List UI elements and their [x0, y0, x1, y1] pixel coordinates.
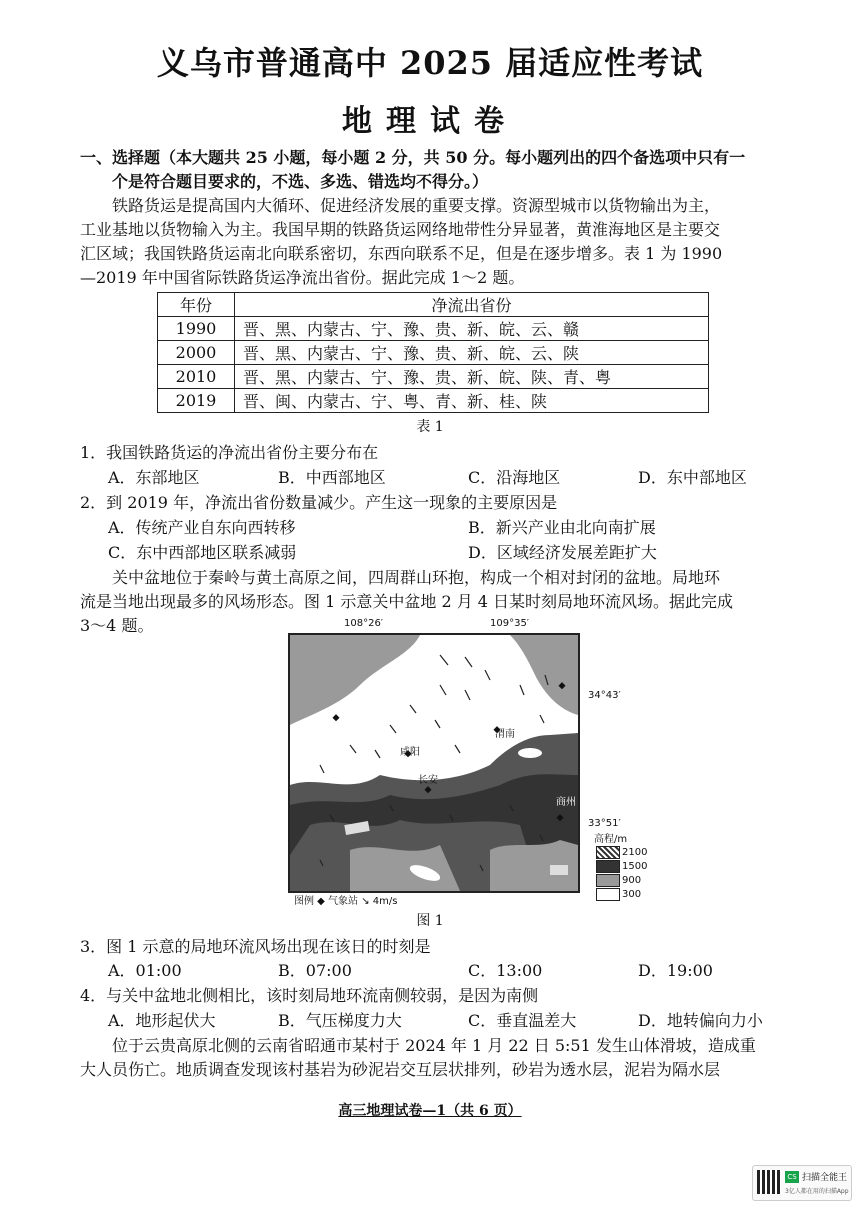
- question-3-stem: 3．图 1 示意的局地环流风场出现在该日的时刻是: [80, 937, 431, 956]
- scanner-tagline: 3亿人都在用的扫描App: [785, 1188, 849, 1195]
- place-xianyang: 咸阳: [400, 747, 420, 758]
- table-cell-year: 2010: [158, 365, 235, 389]
- question-1-stem: 1．我国铁路货运的净流出省份主要分布在: [80, 443, 379, 462]
- table-header-year: 年份: [158, 293, 235, 317]
- table-cell-year: 1990: [158, 317, 235, 341]
- page-footer: 高三地理试卷—1（共 6 页）: [338, 1103, 522, 1119]
- passage-1: [80, 194, 780, 290]
- passage-line: 关中盆地位于秦岭与黄土高原之间，四周群山环抱，构成一个相对封闭的盆地。局地环: [112, 568, 721, 587]
- q2-option-b[interactable]: B．新兴产业由北向南扩展: [468, 518, 656, 537]
- passage-line: 流是当地出现最多的风场形态。图 1 示意关中盆地 2 月 4 日某时刻局地环流风场。据此完成: [80, 592, 734, 611]
- legend-title: 高程/m: [594, 834, 628, 845]
- table-row: [158, 389, 709, 413]
- table-row: [158, 317, 709, 341]
- q1-option-b[interactable]: B．中西部地区: [278, 468, 386, 487]
- table-cell-year: 2000: [158, 341, 235, 365]
- legend-value: 900: [622, 875, 642, 886]
- map-legend-text: 图例 ◆ 气象站 ↘ 4m/s: [294, 896, 398, 907]
- table-caption: 表 1: [416, 419, 444, 435]
- exam-title: 义乌市普通高中 2025 届适应性考试: [156, 44, 704, 82]
- place-weinan: 渭南: [495, 729, 515, 740]
- table-cell-year: 2019: [158, 389, 235, 413]
- passage-line: 铁路货运是提高国内大循环、促进经济发展的重要支撑。资源型城市以货物输出为主，: [112, 196, 721, 215]
- passage-line: 工业基地以货物输入为主。我国早期的铁路货运网络地带性分异显著，黄淮海地区是主要交: [80, 220, 721, 239]
- passage-line: 汇区域；我国铁路货运南北向联系密切，东西向联系不足，但是在逐步增多。表 1 为 1990: [80, 244, 723, 263]
- q1-option-a[interactable]: A．东部地区: [108, 468, 200, 487]
- passage-line: —2019 年中国省际铁路货运净流出省份。据此完成 1～2 题。: [80, 268, 525, 287]
- table-header-provinces: 净流出省份: [235, 293, 709, 317]
- map-latitude-1: 34°43′: [588, 690, 621, 701]
- scanner-watermark: [752, 1165, 852, 1201]
- section-heading-line2: 个是符合题目要求的，不选、多选、错选均不得分。）: [112, 172, 489, 191]
- table-row: [158, 341, 709, 365]
- basin-wind-map: [288, 633, 580, 893]
- question-2-stem: 2．到 2019 年，净流出省份数量减少。产生这一现象的主要原因是: [80, 493, 558, 512]
- scanner-brand: 扫描全能王: [802, 1173, 848, 1183]
- figure-caption: 图 1: [416, 913, 444, 929]
- q4-option-b[interactable]: B．气压梯度力大: [278, 1011, 402, 1030]
- legend-value: 1500: [622, 861, 648, 872]
- passage-line: 位于云贵高原北侧的云南省昭通市某村于 2024 年 1 月 22 日 5:51 发生山体滑坡，造成重: [112, 1036, 756, 1055]
- legend-swatch-900: [596, 874, 620, 887]
- legend-swatch-2100: [596, 846, 620, 859]
- section-heading-line1: 一、选择题（本大题共 25 小题，每小题 2 分，共 50 分。每小题列出的四个备选项中只有一: [80, 148, 746, 167]
- place-tongchuan: 铜川: [422, 641, 442, 652]
- q2-option-a[interactable]: A．传统产业自东向西转移: [108, 518, 296, 537]
- legend-swatch-1500: [596, 860, 620, 873]
- legend-value: 2100: [622, 847, 648, 858]
- passage-line: 3～4 题。: [80, 616, 154, 635]
- table-row: [158, 365, 709, 389]
- place-changan: 长安: [418, 775, 438, 786]
- q3-option-d[interactable]: D．19:00: [638, 961, 713, 980]
- place-shangzhou: 商州: [556, 797, 576, 808]
- map-longitude-1: 108°26′: [344, 618, 384, 629]
- table-header-row: [158, 293, 709, 317]
- q3-option-b[interactable]: B．07:00: [278, 961, 352, 980]
- subject-title: 地理试卷: [342, 104, 518, 139]
- map-longitude-2: 109°35′: [490, 618, 530, 629]
- map-terrain: [290, 635, 578, 891]
- table-cell-provinces: 晋、黑、内蒙古、宁、豫、贵、新、皖、云、赣: [235, 317, 709, 341]
- q2-option-c[interactable]: C．东中西部地区联系减弱: [108, 543, 297, 562]
- table-cell-provinces: 晋、黑、内蒙古、宁、豫、贵、新、皖、云、陕: [235, 341, 709, 365]
- passage-line: 大人员伤亡。地质调查发现该村基岩为砂泥岩交互层状排列，砂岩为透水层，泥岩为隔水层: [80, 1060, 721, 1079]
- table-cell-provinces: 晋、黑、内蒙古、宁、豫、贵、新、皖、陕、青、粤: [235, 365, 709, 389]
- q3-option-c[interactable]: C．13:00: [468, 961, 543, 980]
- q2-option-d[interactable]: D．区域经济发展差距扩大: [468, 543, 657, 562]
- q3-option-a[interactable]: A．01:00: [108, 961, 182, 980]
- table-1: [157, 292, 709, 413]
- legend-value: 300: [622, 889, 642, 900]
- qr-code-icon: [757, 1170, 781, 1194]
- legend-swatch-300: [596, 888, 620, 901]
- passage-2: [80, 566, 780, 638]
- passage-3: [80, 1034, 780, 1082]
- q1-option-d[interactable]: D．东中部地区: [638, 468, 747, 487]
- cs-logo-icon: CS: [785, 1171, 799, 1183]
- q4-option-d[interactable]: D．地转偏向力小: [638, 1011, 763, 1030]
- q4-option-c[interactable]: C．垂直温差大: [468, 1011, 577, 1030]
- map-latitude-2: 33°51′: [588, 818, 621, 829]
- question-4-stem: 4．与关中盆地北侧相比，该时刻局地环流南侧较弱，是因为南侧: [80, 986, 539, 1005]
- q1-option-c[interactable]: C．沿海地区: [468, 468, 561, 487]
- q4-option-a[interactable]: A．地形起伏大: [108, 1011, 216, 1030]
- table-cell-provinces: 晋、闽、内蒙古、宁、粤、青、新、桂、陕: [235, 389, 709, 413]
